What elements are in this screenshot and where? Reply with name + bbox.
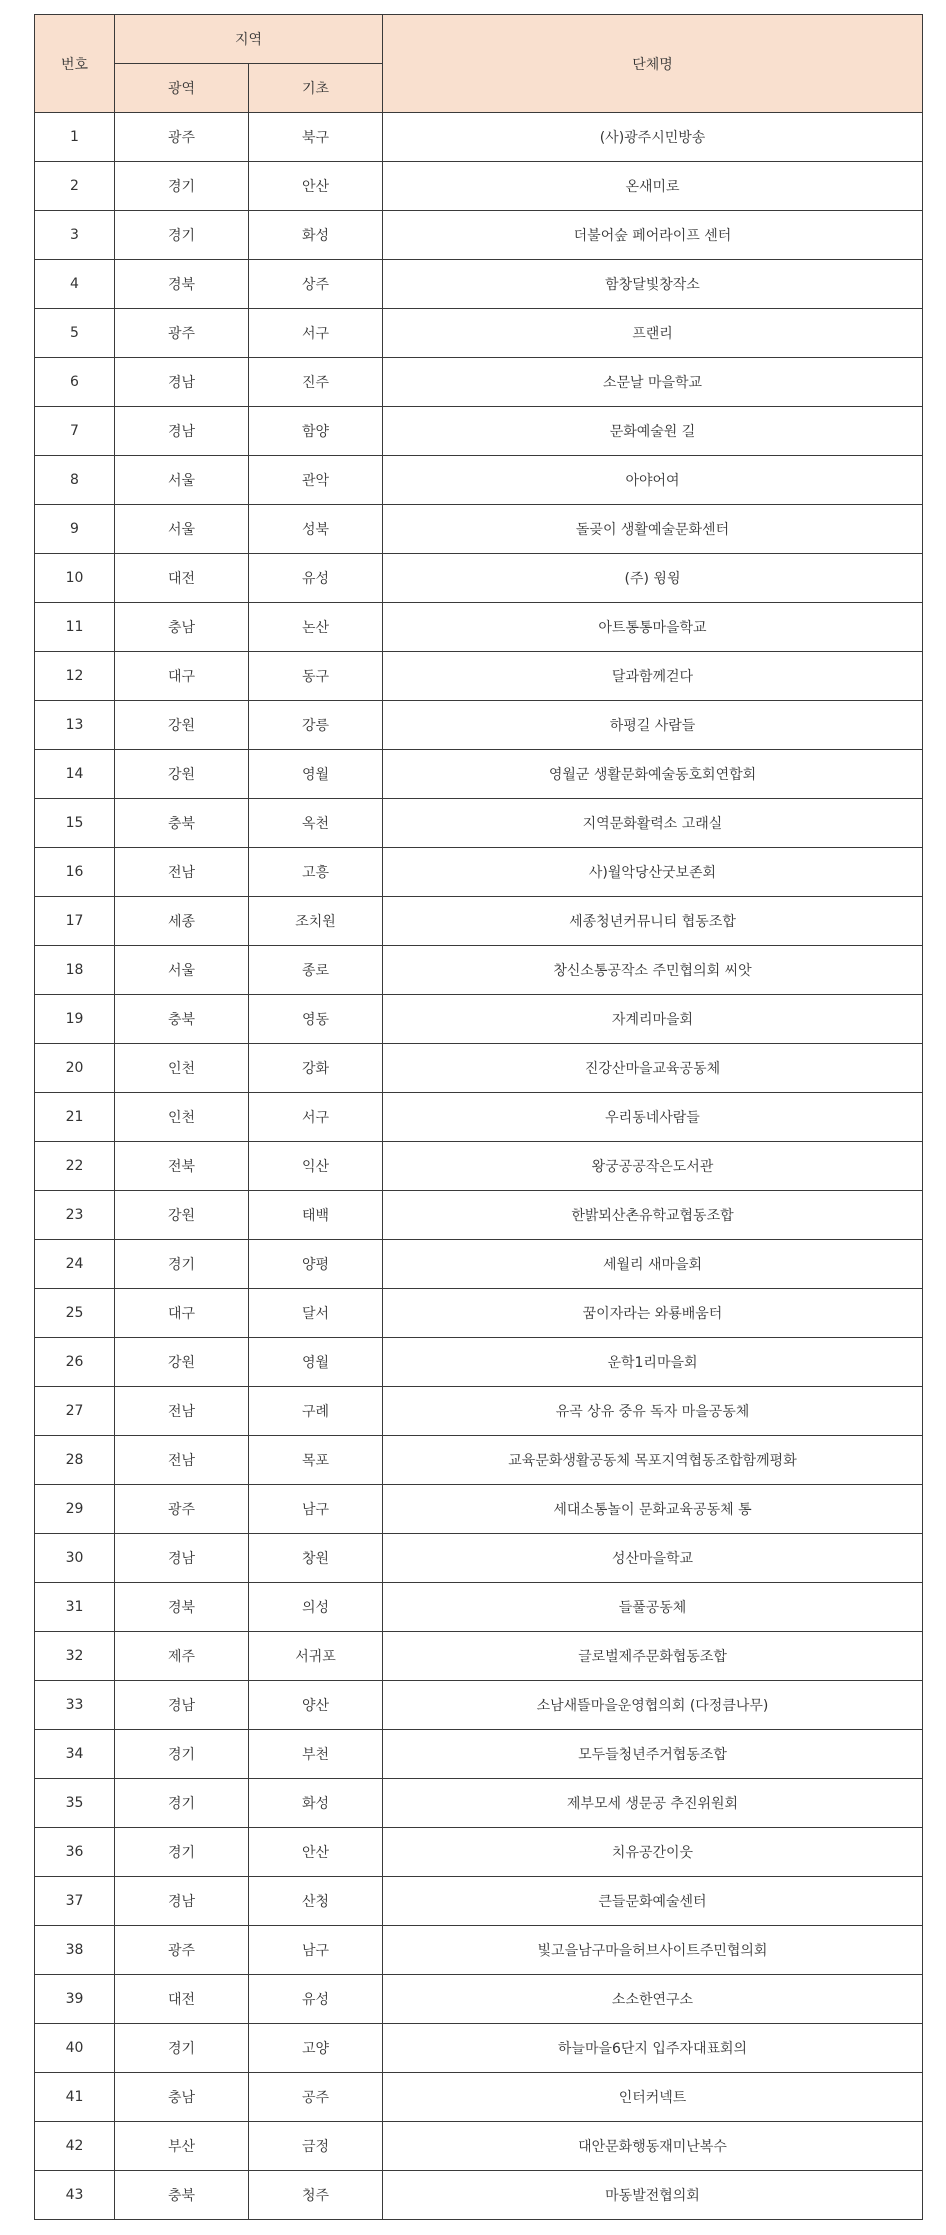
cell-org-name: 영월군 생활문화예술동호회연합회 [383,750,923,799]
cell-basic-region: 종로 [249,946,383,995]
cell-basic-region: 진주 [249,358,383,407]
cell-basic-region: 안산 [249,162,383,211]
cell-org-name: 소남새뜰마을운영협의회 (다정큼나무) [383,1681,923,1730]
cell-org-name: 교육문화생활공동체 목포지역협동조합함께평화 [383,1436,923,1485]
cell-org-name: 왕궁공공작은도서관 [383,1142,923,1191]
cell-wide-region: 전남 [115,1387,249,1436]
table-row [35,946,923,995]
cell-basic-region: 상주 [249,260,383,309]
cell-org-name: (주) 윙윙 [383,554,923,603]
cell-basic-region: 유성 [249,554,383,603]
cell-number: 29 [35,1485,115,1534]
cell-number: 9 [35,505,115,554]
cell-basic-region: 강릉 [249,701,383,750]
cell-number: 7 [35,407,115,456]
cell-number: 35 [35,1779,115,1828]
cell-wide-region: 충남 [115,2073,249,2122]
cell-number: 40 [35,2024,115,2073]
table-row [35,848,923,897]
cell-basic-region: 남구 [249,1926,383,1975]
cell-org-name: 꿈이자라는 와룡배움터 [383,1289,923,1338]
table-row [35,505,923,554]
cell-wide-region: 대전 [115,554,249,603]
cell-basic-region: 고흥 [249,848,383,897]
cell-basic-region: 달서 [249,1289,383,1338]
cell-basic-region: 창원 [249,1534,383,1583]
cell-org-name: 운학1리마을회 [383,1338,923,1387]
table-row [35,652,923,701]
cell-org-name: 함창달빛창작소 [383,260,923,309]
cell-wide-region: 경북 [115,260,249,309]
table-row [35,1583,923,1632]
cell-basic-region: 서구 [249,309,383,358]
table-row [35,701,923,750]
header-row [35,15,923,64]
table-row [35,1191,923,1240]
table-row [35,1093,923,1142]
table-row [35,2073,923,2122]
cell-org-name: 우리동네사람들 [383,1093,923,1142]
cell-number: 18 [35,946,115,995]
cell-basic-region: 익산 [249,1142,383,1191]
table-row [35,799,923,848]
cell-wide-region: 세종 [115,897,249,946]
table-header [35,15,923,113]
cell-basic-region: 서구 [249,1093,383,1142]
table-row [35,1436,923,1485]
cell-org-name: 세대소통놀이 문화교육공동체 통 [383,1485,923,1534]
cell-wide-region: 경북 [115,1583,249,1632]
cell-wide-region: 경기 [115,1730,249,1779]
cell-number: 10 [35,554,115,603]
cell-org-name: 소문날 마을학교 [383,358,923,407]
table-row [35,1877,923,1926]
cell-org-name: 프랜리 [383,309,923,358]
cell-wide-region: 충북 [115,995,249,1044]
table-row [35,1485,923,1534]
cell-number: 20 [35,1044,115,1093]
cell-wide-region: 경기 [115,211,249,260]
cell-org-name: 빛고을남구마을허브사이트주민협의회 [383,1926,923,1975]
cell-number: 34 [35,1730,115,1779]
cell-org-name: 모두들청년주거협동조합 [383,1730,923,1779]
cell-number: 32 [35,1632,115,1681]
cell-number: 17 [35,897,115,946]
table-row [35,750,923,799]
table-row [35,1632,923,1681]
cell-basic-region: 함양 [249,407,383,456]
cell-wide-region: 광주 [115,1926,249,1975]
cell-org-name: 더불어숲 페어라이프 센터 [383,211,923,260]
cell-number: 27 [35,1387,115,1436]
cell-wide-region: 경기 [115,162,249,211]
cell-number: 11 [35,603,115,652]
header-org-name: 단체명 [383,15,923,113]
cell-wide-region: 서울 [115,946,249,995]
cell-wide-region: 인천 [115,1093,249,1142]
cell-wide-region: 부산 [115,2122,249,2171]
cell-basic-region: 영월 [249,1338,383,1387]
cell-number: 36 [35,1828,115,1877]
cell-number: 5 [35,309,115,358]
cell-org-name: 소소한연구소 [383,1975,923,2024]
table-row [35,309,923,358]
table-row [35,603,923,652]
cell-org-name: (사)광주시민방송 [383,113,923,162]
cell-number: 31 [35,1583,115,1632]
cell-org-name: 하늘마을6단지 입주자대표회의 [383,2024,923,2073]
table-row [35,1779,923,1828]
table-row [35,358,923,407]
cell-wide-region: 서울 [115,456,249,505]
cell-wide-region: 충북 [115,2171,249,2220]
cell-org-name: 치유공간이웃 [383,1828,923,1877]
cell-number: 24 [35,1240,115,1289]
cell-basic-region: 옥천 [249,799,383,848]
cell-wide-region: 강원 [115,1338,249,1387]
cell-basic-region: 구례 [249,1387,383,1436]
cell-wide-region: 인천 [115,1044,249,1093]
cell-number: 21 [35,1093,115,1142]
table-row [35,260,923,309]
cell-wide-region: 대전 [115,1975,249,2024]
table-row [35,554,923,603]
cell-wide-region: 충북 [115,799,249,848]
cell-number: 38 [35,1926,115,1975]
cell-wide-region: 경남 [115,407,249,456]
cell-wide-region: 강원 [115,750,249,799]
cell-basic-region: 공주 [249,2073,383,2122]
cell-wide-region: 경기 [115,1828,249,1877]
cell-wide-region: 광주 [115,1485,249,1534]
cell-org-name: 사)월악당산굿보존회 [383,848,923,897]
header-basic-region: 기초 [249,64,383,113]
cell-basic-region: 화성 [249,1779,383,1828]
cell-number: 12 [35,652,115,701]
cell-number: 6 [35,358,115,407]
table-row [35,211,923,260]
cell-wide-region: 전북 [115,1142,249,1191]
cell-org-name: 문화예술원 길 [383,407,923,456]
cell-basic-region: 성북 [249,505,383,554]
table-row [35,1534,923,1583]
cell-basic-region: 의성 [249,1583,383,1632]
cell-basic-region: 목포 [249,1436,383,1485]
table-row [35,1387,923,1436]
cell-number: 42 [35,2122,115,2171]
cell-org-name: 마동발전협의회 [383,2171,923,2220]
cell-org-name: 대안문화행동재미난복수 [383,2122,923,2171]
cell-wide-region: 경기 [115,1779,249,1828]
table-row [35,456,923,505]
cell-basic-region: 북구 [249,113,383,162]
cell-org-name: 하평길 사람들 [383,701,923,750]
cell-basic-region: 화성 [249,211,383,260]
cell-wide-region: 경남 [115,1534,249,1583]
cell-basic-region: 안산 [249,1828,383,1877]
cell-basic-region: 태백 [249,1191,383,1240]
table-row [35,1289,923,1338]
cell-wide-region: 경남 [115,1877,249,1926]
cell-org-name: 창신소통공작소 주민협의회 씨앗 [383,946,923,995]
cell-wide-region: 광주 [115,309,249,358]
cell-wide-region: 광주 [115,113,249,162]
header-number: 번호 [35,15,115,113]
cell-wide-region: 경기 [115,2024,249,2073]
cell-number: 2 [35,162,115,211]
cell-org-name: 아트통통마을학교 [383,603,923,652]
header-wide-region: 광역 [115,64,249,113]
cell-org-name: 인터커넥트 [383,2073,923,2122]
cell-org-name: 달과함께걷다 [383,652,923,701]
table-row [35,1044,923,1093]
table-row [35,407,923,456]
cell-number: 3 [35,211,115,260]
cell-basic-region: 청주 [249,2171,383,2220]
table-row [35,1142,923,1191]
cell-number: 28 [35,1436,115,1485]
cell-org-name: 온새미로 [383,162,923,211]
cell-org-name: 아야어여 [383,456,923,505]
cell-basic-region: 산청 [249,1877,383,1926]
cell-org-name: 성산마을학교 [383,1534,923,1583]
cell-number: 30 [35,1534,115,1583]
cell-wide-region: 강원 [115,701,249,750]
cell-wide-region: 전남 [115,1436,249,1485]
cell-number: 33 [35,1681,115,1730]
table-row [35,995,923,1044]
table-row [35,2171,923,2220]
cell-wide-region: 대구 [115,1289,249,1338]
cell-number: 15 [35,799,115,848]
table-row [35,1338,923,1387]
cell-org-name: 세종청년커뮤니티 협동조합 [383,897,923,946]
table-row [35,1681,923,1730]
cell-org-name: 세월리 새마을회 [383,1240,923,1289]
table-row [35,2024,923,2073]
cell-basic-region: 영월 [249,750,383,799]
cell-number: 19 [35,995,115,1044]
cell-wide-region: 전남 [115,848,249,897]
cell-basic-region: 조치원 [249,897,383,946]
cell-basic-region: 유성 [249,1975,383,2024]
cell-wide-region: 충남 [115,603,249,652]
cell-basic-region: 강화 [249,1044,383,1093]
cell-number: 37 [35,1877,115,1926]
cell-number: 8 [35,456,115,505]
cell-org-name: 돌곶이 생활예술문화센터 [383,505,923,554]
cell-basic-region: 양산 [249,1681,383,1730]
cell-basic-region: 동구 [249,652,383,701]
table-row [35,113,923,162]
cell-number: 16 [35,848,115,897]
cell-basic-region: 서귀포 [249,1632,383,1681]
organization-table [34,14,923,2220]
table-row [35,162,923,211]
cell-number: 26 [35,1338,115,1387]
cell-wide-region: 서울 [115,505,249,554]
cell-number: 13 [35,701,115,750]
cell-org-name: 자계리마을회 [383,995,923,1044]
cell-number: 23 [35,1191,115,1240]
cell-org-name: 진강산마을교육공동체 [383,1044,923,1093]
cell-number: 1 [35,113,115,162]
table-row [35,1975,923,2024]
cell-basic-region: 남구 [249,1485,383,1534]
cell-basic-region: 부천 [249,1730,383,1779]
table-row [35,1926,923,1975]
cell-basic-region: 논산 [249,603,383,652]
table-row [35,1240,923,1289]
cell-number: 25 [35,1289,115,1338]
cell-number: 14 [35,750,115,799]
table-row [35,1828,923,1877]
table-body [35,113,923,2220]
cell-wide-region: 강원 [115,1191,249,1240]
cell-basic-region: 관악 [249,456,383,505]
cell-number: 39 [35,1975,115,2024]
cell-org-name: 제부모세 생문공 추진위원회 [383,1779,923,1828]
cell-basic-region: 고양 [249,2024,383,2073]
cell-org-name: 한밝뫼산촌유학교협동조합 [383,1191,923,1240]
cell-org-name: 글로벌제주문화협동조합 [383,1632,923,1681]
header-region: 지역 [115,15,383,64]
cell-wide-region: 경남 [115,1681,249,1730]
cell-basic-region: 금정 [249,2122,383,2171]
cell-basic-region: 영동 [249,995,383,1044]
cell-org-name: 큰들문화예술센터 [383,1877,923,1926]
table-row [35,2122,923,2171]
table-row [35,897,923,946]
cell-number: 43 [35,2171,115,2220]
cell-org-name: 들풀공동체 [383,1583,923,1632]
cell-wide-region: 제주 [115,1632,249,1681]
cell-number: 41 [35,2073,115,2122]
cell-org-name: 지역문화활력소 고래실 [383,799,923,848]
cell-number: 22 [35,1142,115,1191]
table-row [35,1730,923,1779]
cell-wide-region: 대구 [115,652,249,701]
cell-basic-region: 양평 [249,1240,383,1289]
cell-number: 4 [35,260,115,309]
cell-wide-region: 경남 [115,358,249,407]
cell-wide-region: 경기 [115,1240,249,1289]
cell-org-name: 유곡 상유 중유 독자 마을공동체 [383,1387,923,1436]
